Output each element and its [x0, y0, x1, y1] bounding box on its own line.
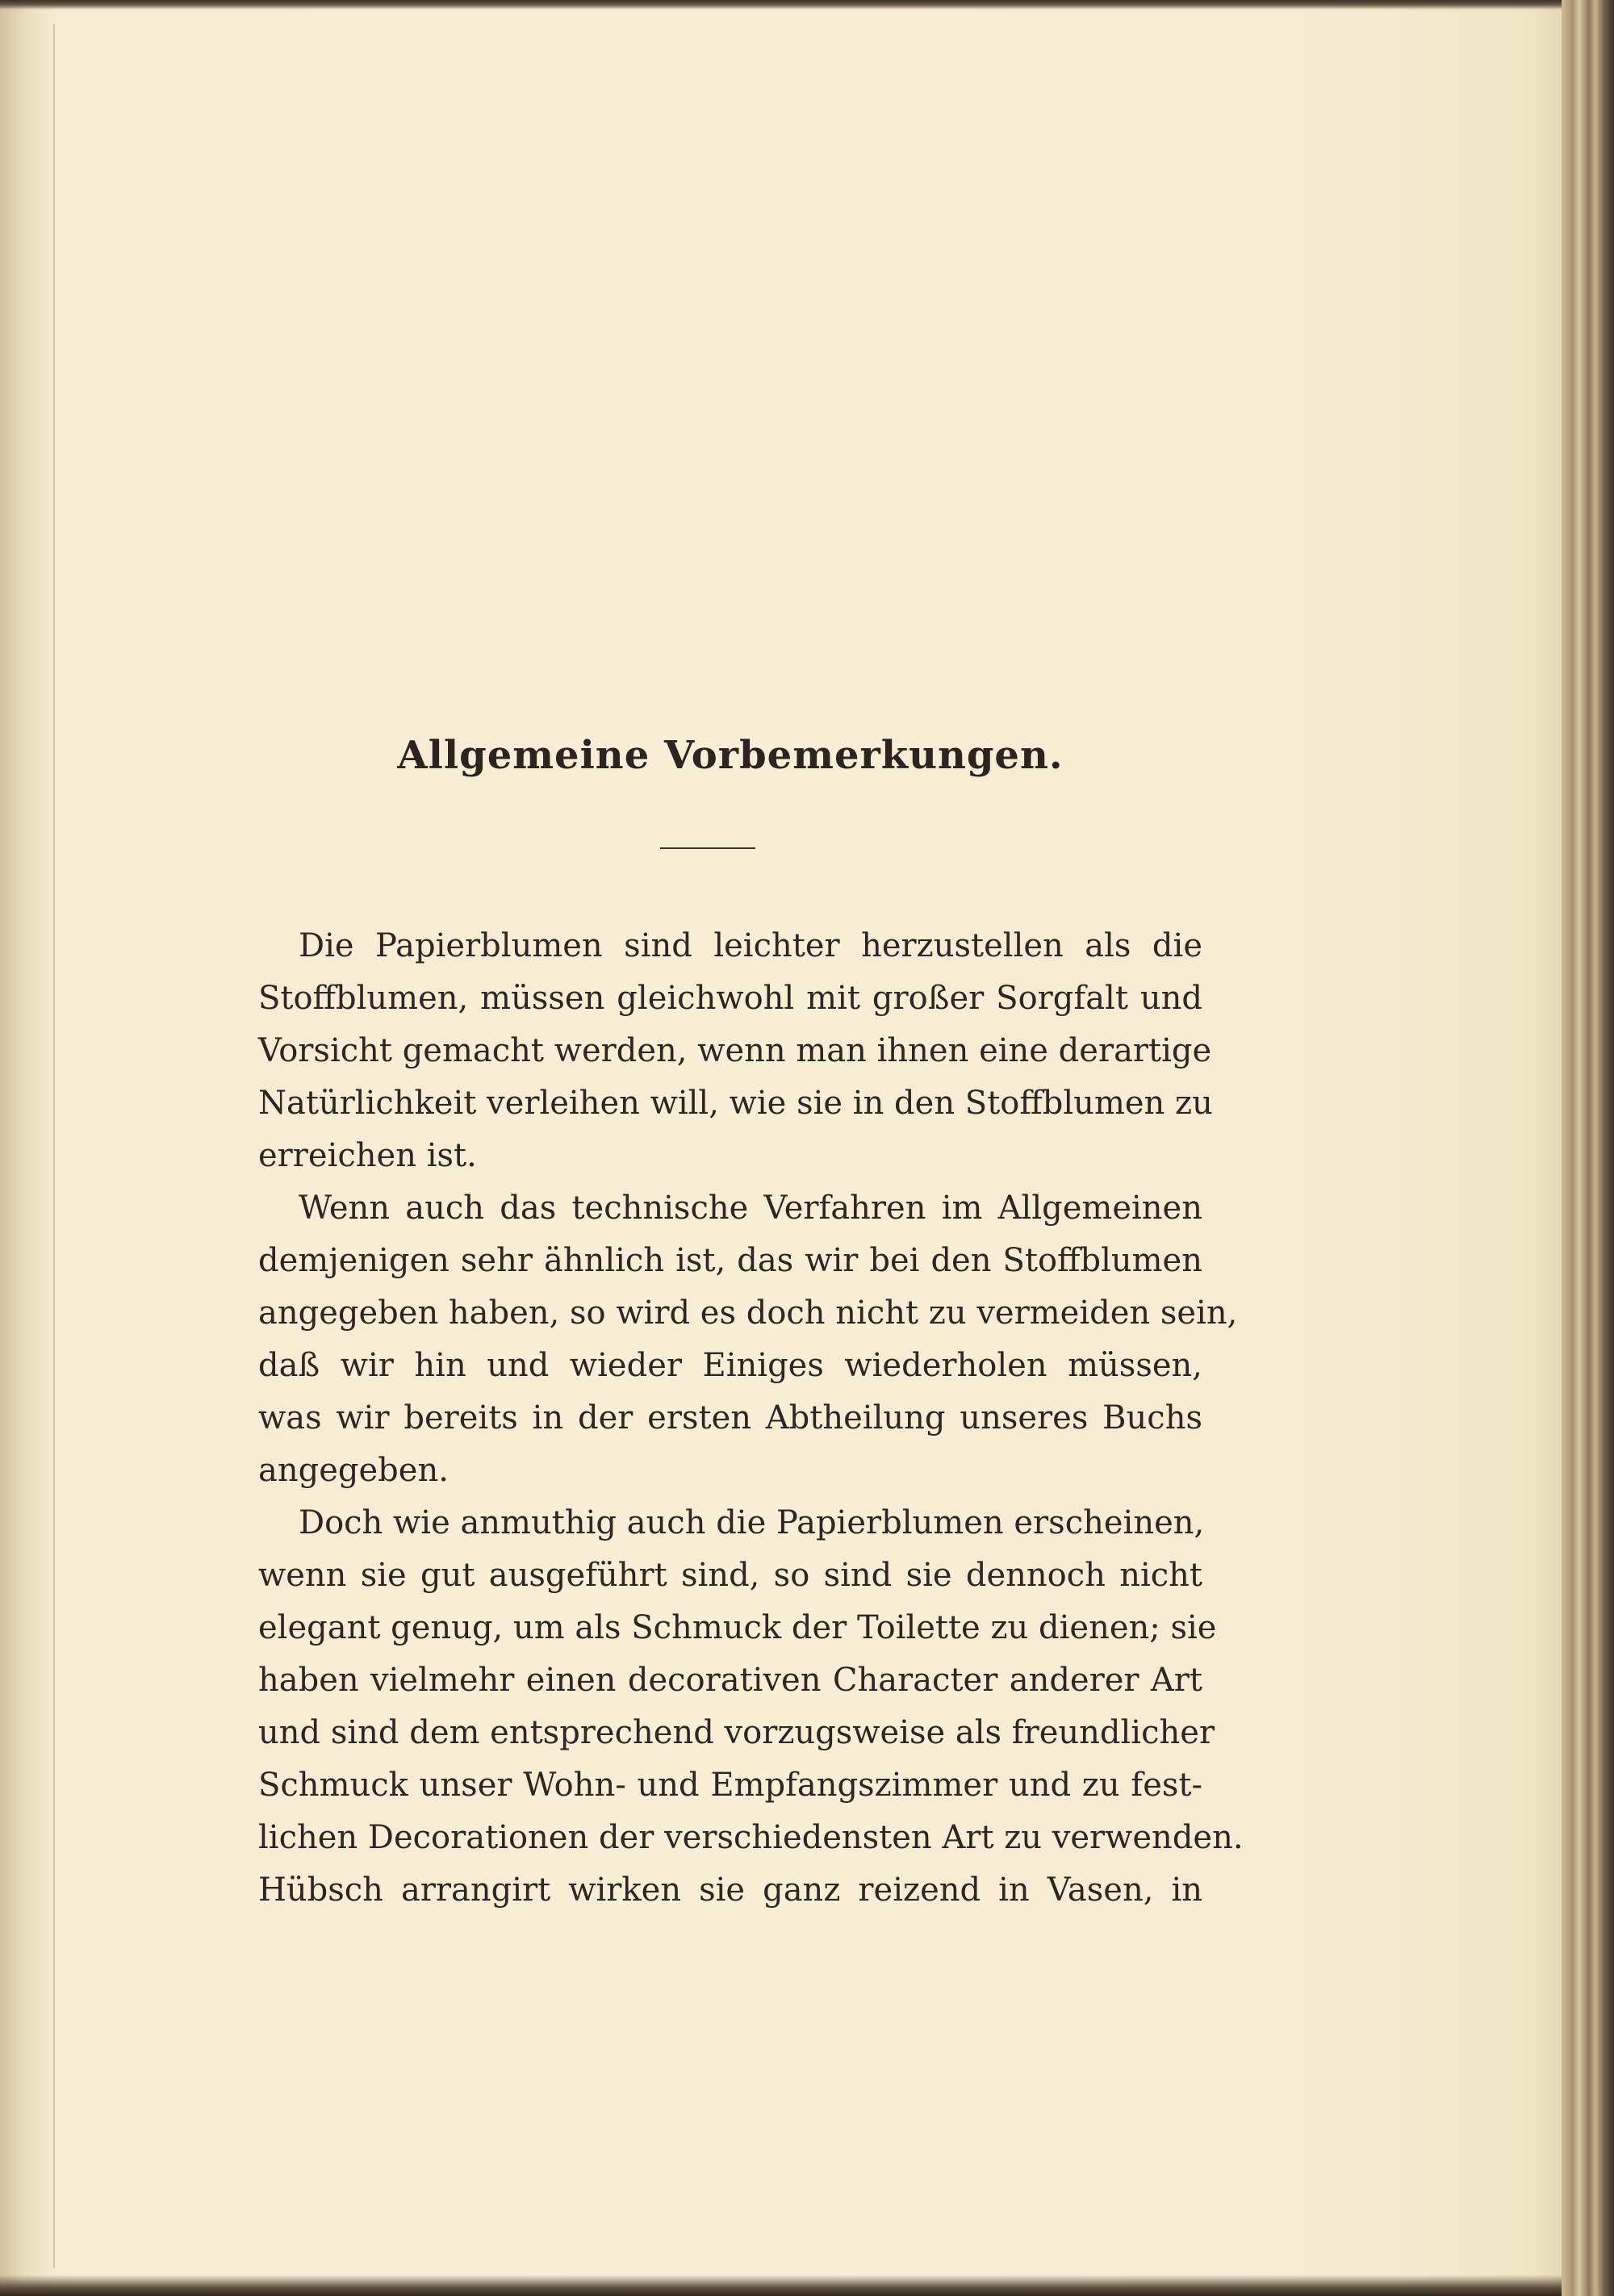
- text-line: demjenigen sehr ähnlich ist, das wir bei den Stoffblumen: [258, 1242, 1202, 1279]
- text-line: daß wir hin und wieder Einiges wiederholen müssen,: [258, 1347, 1202, 1384]
- book-fore-edge: [1562, 0, 1614, 2296]
- gutter-shadow: [0, 0, 56, 2296]
- text-line: Stoffblumen, müssen gleichwohl mit großer Sorgfalt und: [258, 980, 1202, 1017]
- text-line: Hübsch arrangirt wirken sie ganz reizend in Vasen, in: [258, 1872, 1202, 1909]
- text-line: Schmuck unser Wohn- und Empfangszimmer und zu fest-: [258, 1767, 1202, 1804]
- page-top-edge: [0, 0, 1562, 10]
- paragraph-3: [258, 1497, 1244, 1917]
- text-line: und sind dem entsprechend vorzugsweise als freundlicher: [258, 1714, 1215, 1751]
- text-line: was wir bereits in der ersten Abtheilung unseres Buchs: [258, 1399, 1202, 1437]
- text-line: Die Papierblumen sind leichter herzustellen als die: [299, 927, 1202, 964]
- paragraph-2: [258, 1182, 1238, 1497]
- text-line: Natürlichkeit verleihen will, wie sie in den Stoffblumen zu: [258, 1085, 1213, 1122]
- heading-rule: [660, 847, 755, 849]
- text-line: erreichen ist.: [258, 1137, 477, 1174]
- text-line: Vorsicht gemacht werden, wenn man ihnen eine derartige: [258, 1032, 1212, 1069]
- page-heading: Allgemeine Vorbemerkungen.: [397, 733, 1064, 778]
- paragraph-1: [258, 920, 1213, 1182]
- text-line: wenn sie gut ausgeführt sind, so sind sie dennoch nicht: [258, 1557, 1202, 1594]
- text-line: haben vielmehr einen decorativen Character anderer Art: [258, 1662, 1202, 1699]
- body-text: [258, 920, 1244, 1917]
- text-line: angegeben.: [258, 1452, 449, 1489]
- text-line: Doch wie anmuthig auch die Papierblumen erscheinen,: [299, 1504, 1205, 1541]
- text-line: elegant genug, um als Schmuck der Toilette zu dienen; sie: [258, 1609, 1217, 1646]
- page-bottom-edge: [0, 2275, 1562, 2296]
- text-line: angegeben haben, so wird es doch nicht zu vermeiden sein,: [258, 1294, 1238, 1332]
- text-line: lichen Decorationen der verschiedensten Art zu verwenden.: [258, 1819, 1244, 1856]
- page-fold-line: [53, 24, 55, 2268]
- text-line: Wenn auch das technische Verfahren im Allgemeinen: [299, 1190, 1202, 1227]
